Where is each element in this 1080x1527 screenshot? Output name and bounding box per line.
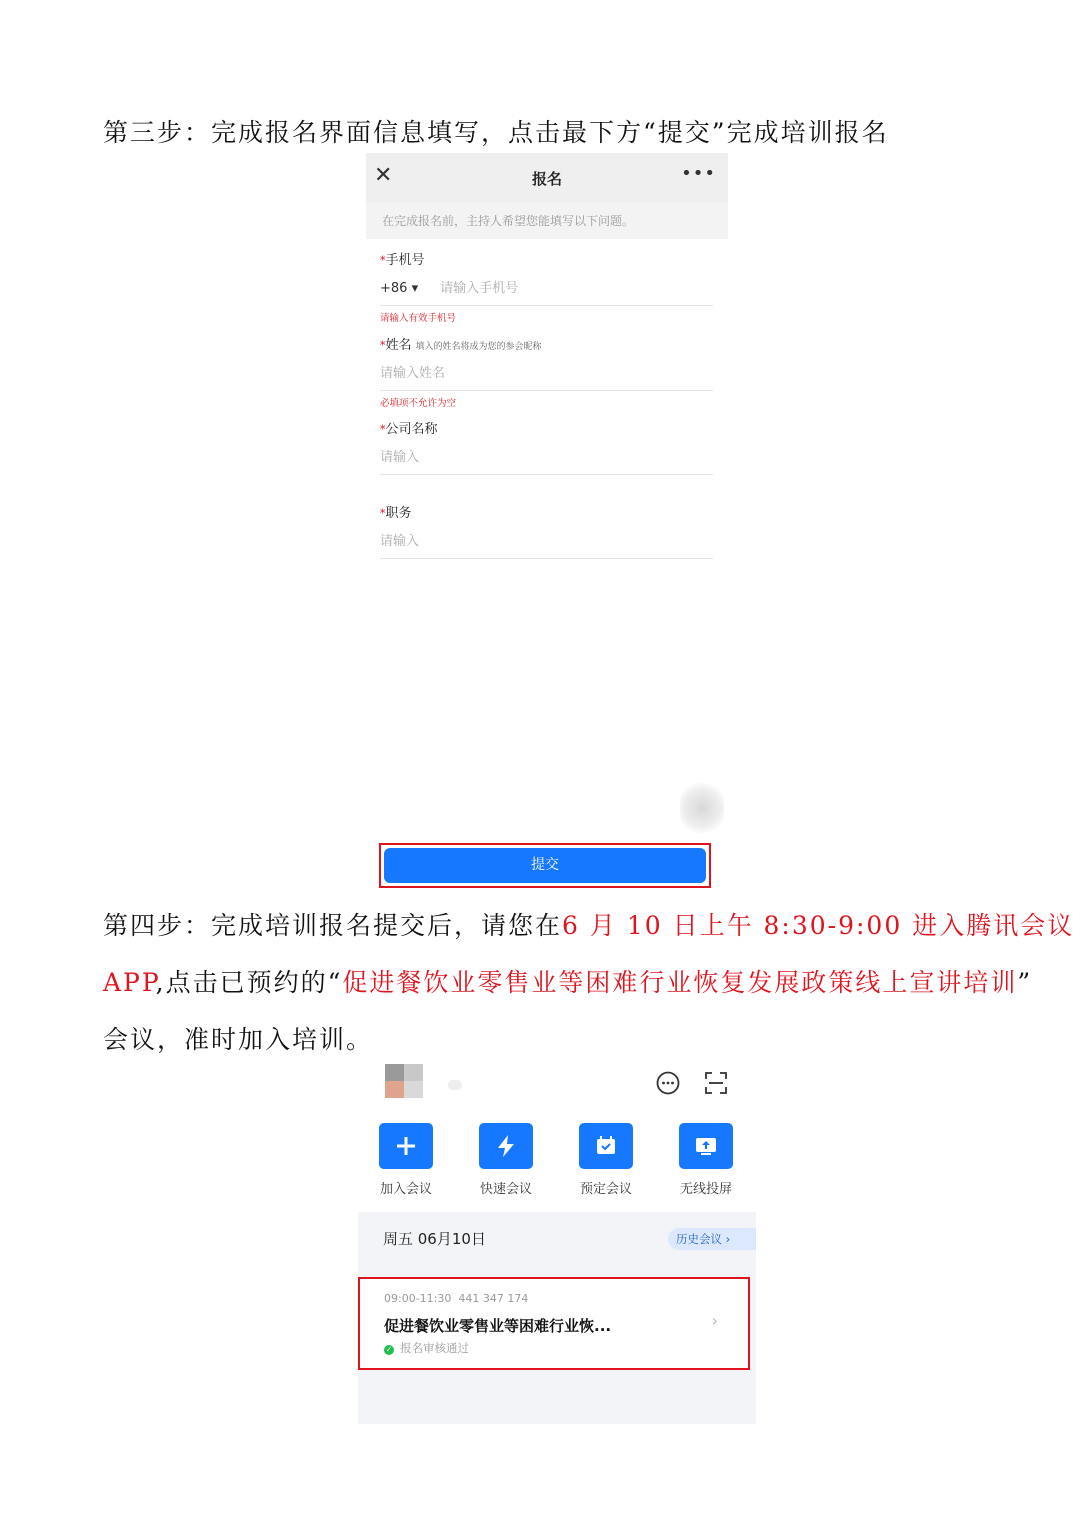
chevron-right-icon: ›: [725, 1232, 731, 1246]
join-meeting-button[interactable]: 加入会议: [366, 1123, 446, 1197]
blurred-username: [448, 1080, 462, 1090]
meeting-status: ✓ 报名审核通过: [385, 1341, 469, 1355]
position-input[interactable]: 请输入: [380, 526, 713, 559]
plus-icon: [379, 1123, 433, 1169]
history-meetings-button[interactable]: 历史会议 ›: [668, 1228, 756, 1250]
country-code-select[interactable]: +86 ▾: [380, 281, 419, 296]
meeting-card[interactable]: [358, 1277, 750, 1370]
name-input[interactable]: 请输入姓名: [380, 358, 713, 391]
lightning-icon: [479, 1123, 533, 1169]
screen-cast-button[interactable]: 无线投屏: [666, 1123, 746, 1197]
schedule-meeting-button[interactable]: 预定会议: [566, 1123, 646, 1197]
company-input[interactable]: 请输入: [380, 442, 713, 475]
more-dots-icon[interactable]: •••: [681, 163, 716, 184]
blurred-area: [680, 783, 724, 833]
close-icon[interactable]: ✕: [374, 163, 393, 188]
meeting-title: 促进餐饮业零售业等困难行业恢...: [384, 1317, 612, 1335]
submit-highlight: [379, 843, 711, 888]
phone-input[interactable]: 请输入手机号: [440, 281, 519, 296]
calendar-check-icon: [579, 1123, 633, 1169]
quick-meeting-button[interactable]: 快速会议: [466, 1123, 546, 1197]
submit-button[interactable]: 提交: [384, 848, 706, 883]
meeting-time-and-id: 09:00-11:30 441 347 174: [384, 1292, 529, 1305]
phone-error: 请输入有效手机号: [380, 313, 457, 324]
name-label: *姓名 填入的姓名将成为您的参会昵称: [380, 338, 542, 353]
position-label: *职务: [380, 506, 412, 521]
form-note: 在完成报名前，主持人希望您能填写以下问题。: [366, 203, 728, 239]
screen-cast-icon: [679, 1123, 733, 1169]
meeting-app-screenshot: [358, 1062, 756, 1424]
phone-field[interactable]: [380, 273, 713, 306]
chat-bubble-icon[interactable]: [655, 1070, 681, 1096]
step-4-line-2: APP,点击已预约的“促进餐饮业零售业等困难行业恢复发展政策线上宣讲培训”: [103, 968, 1033, 997]
registration-form-screenshot: [366, 153, 728, 893]
scan-icon[interactable]: [703, 1070, 729, 1096]
step-3-instruction: 第三步：完成报名界面信息填写，点击最下方“提交”完成培训报名: [103, 118, 889, 147]
phone-label: *手机号: [380, 253, 425, 268]
name-error: 必填项不允许为空: [380, 398, 457, 409]
step-4-line-1: 第四步：完成培训报名提交后，请您在6 月 10 日上午 8:30-9:00 进入腾讯会议: [103, 911, 1075, 940]
company-label: *公司名称: [380, 422, 438, 437]
form-header: [366, 153, 728, 203]
chevron-right-icon: ›: [711, 1311, 718, 1330]
check-icon: ✓: [385, 1345, 393, 1354]
schedule-panel: [358, 1212, 756, 1424]
schedule-date: 周五 06月10日: [383, 1230, 486, 1248]
form-title: 报名: [531, 170, 562, 188]
avatar[interactable]: [385, 1064, 423, 1098]
step-4-line-3: 会议，准时加入培训。: [103, 1025, 374, 1054]
